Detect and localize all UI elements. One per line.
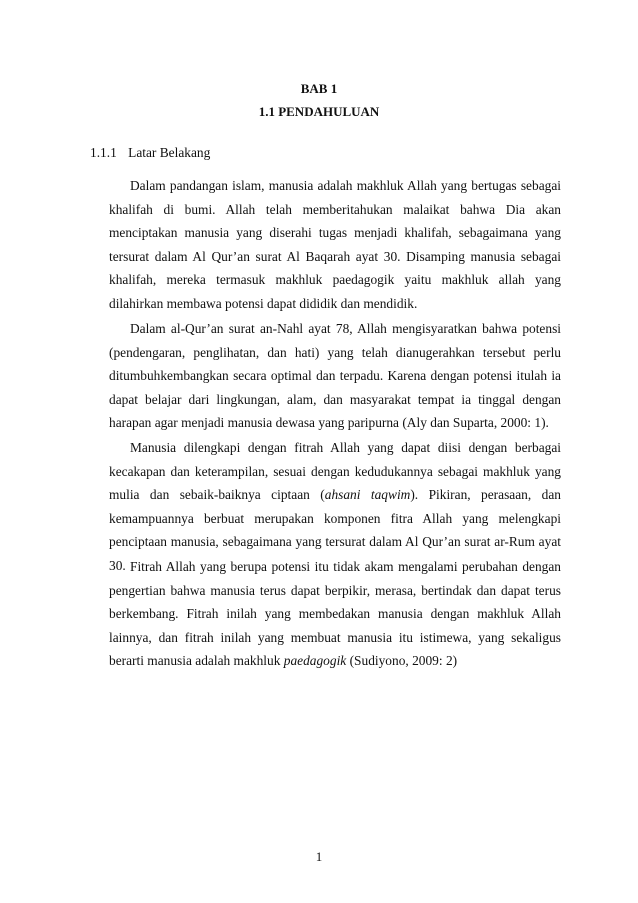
paragraph-text: Dalam al-Qur’an surat an-Nahl ayat 78, Allah mengisyaratkan bahwa potensi (pendengaran, penglihatan, dan hati) yang telah dianugerahkan tersebut perlu ditumbuhkembangkan secara optimal dan terpadu. Karena dengan potensi itulah ia dapat belajar dari lingkungan, alam, dan masyarakat tempat ia tinggal dengan harapan agar menjadi manusia dewasa yang paripurna (Aly dan Suparta, 2000: 1). [109,321,561,431]
paragraph-2 [109,317,561,435]
section-title: Latar Belakang [128,145,211,160]
page-number: 1 [315,849,323,864]
paragraph-1 [109,174,561,316]
paragraph-text [109,555,561,673]
paragraph-text-before: Manusia dilengkapi dengan fitrah Allah yang dapat diisi dengan berbagai kecakapan dan keterampilan, sesuai dengan kedudukannya sebagai makhluk yang mulia dan sebaik-baiknya ciptaan ( [109,440,561,503]
paragraph-text-before: Fitrah Allah yang berupa potensi itu tidak akam mengalami perubahan dengan pengertian bahwa manusia terus dapat berpikir, merasa, bertindak dan dapat terus berkembang. Fitrah inilah yang membedakan manusia dengan makhluk Allah lainnya, dan fitrah inilah yang membuat manusia itu istimewa, yang sekaligus berarti manusia adalah makhluk [109,559,561,669]
paragraph-text-after: ). Pikiran, perasaan, dan kemampuannya berbuat merupakan komponen fitra Allah yang melengkapi penciptaan manusia, sebagaimana yang tersurat dalam Al Qur’an surat ar-Rum ayat 30. [109,487,561,573]
section-number: 1.1.1 [90,145,117,160]
paragraph-text-italic: ahsani taqwim [324,487,411,503]
paragraph-text: Dalam pandangan islam, manusia adalah makhluk Allah yang bertugas sebagai khalifah di bumi. Allah telah memberitahukan malaikat bahwa Dia akan menciptakan manusia yang diserahi tugas menjadi khalifah, sebagaimana yang tersurat dalam Al Qur’an surat Al Baqarah ayat 30. Disamping manusia sebagai khalifah, mereka termasuk makhluk paedagogik yaitu makhluk allah yang dilahirkan membawa potensi dapat dididik dan mendidik. [109,178,561,311]
paragraph-4 [109,555,561,673]
paragraph-text-italic: paedagogik [283,653,347,669]
section-heading [90,145,210,161]
chapter-title: 1.1 PENDAHULUAN [258,104,380,119]
chapter-label: BAB 1 [300,81,338,96]
paragraph-text-after: (Sudiyono, 2009: 2) [346,653,458,669]
